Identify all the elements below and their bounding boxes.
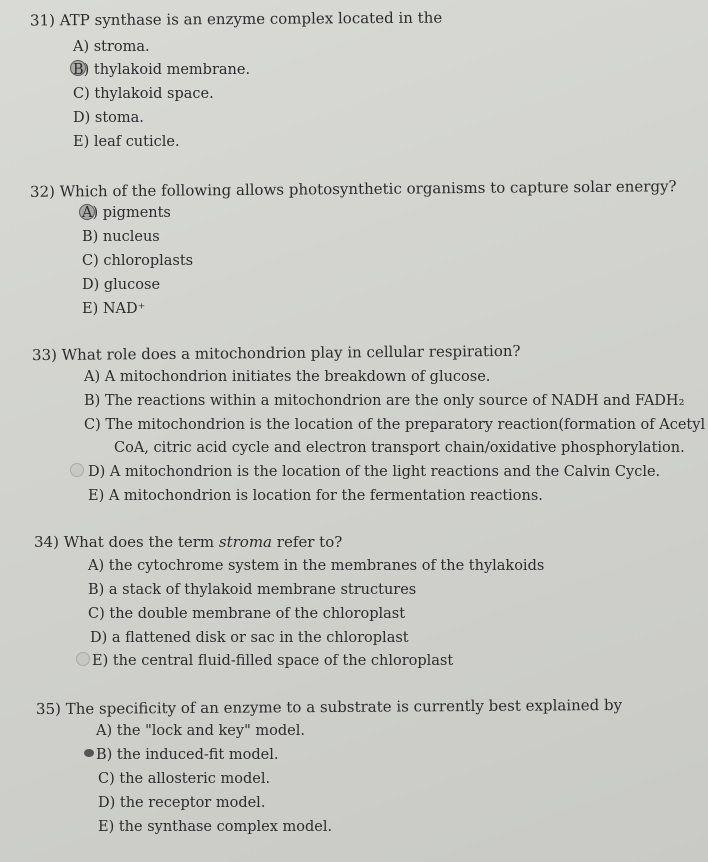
option-32-a: A) pigments: [82, 205, 171, 221]
answer-mark: [70, 463, 84, 477]
option-32-e: E) NAD⁺: [82, 301, 146, 317]
question-31-stem: 31) ATP synthase is an enzyme complex located in the: [29, 8, 443, 30]
option-32-d: D) glucose: [82, 277, 161, 293]
answer-mark: [84, 749, 94, 757]
question-32-stem: 32) Which of the following allows photosynthetic organisms to capture solar energy?: [29, 177, 677, 201]
answer-mark: [76, 652, 90, 666]
option-33-a: A) A mitochondrion initiates the breakdown of glucose.: [84, 369, 491, 385]
option-31-a: A) stroma.: [73, 39, 150, 55]
option-31-b: B) thylakoid membrane.: [73, 62, 251, 78]
question-34-stem-pre: 34) What does the term: [34, 533, 219, 551]
option-32-b: B) nucleus: [82, 229, 160, 245]
option-34-b: B) a stack of thylakoid membrane structures: [88, 582, 417, 598]
option-34-d: D) a flattened disk or sac in the chloroplast: [90, 630, 409, 646]
option-34-c: C) the double membrane of the chloroplast: [88, 606, 406, 622]
option-34-e: E) the central fluid-filled space of the chloroplast: [92, 653, 454, 669]
option-31-c: C) thylakoid space.: [73, 86, 214, 102]
option-35-c: C) the allosteric model.: [98, 771, 271, 787]
option-33-c: C) The mitochondrion is the location of the preparatory reaction(formation of Acetyl: [84, 417, 706, 433]
option-34-a: A) the cytochrome system in the membranes of the thylakoids: [88, 558, 545, 574]
question-34-stem-term: stroma: [218, 533, 272, 551]
option-35-a: A) the "lock and key" model.: [96, 723, 305, 739]
option-31-e: E) leaf cuticle.: [73, 134, 180, 150]
option-33-d: D) A mitochondrion is the location of the light reactions and the Calvin Cycle.: [88, 464, 661, 480]
question-35-stem: 35) The specificity of an enzyme to a substrate is currently best explained by: [35, 695, 623, 719]
option-31-d: D) stoma.: [73, 110, 144, 126]
question-34-stem: [34, 535, 342, 550]
question-34-stem-post: refer to?: [272, 533, 343, 551]
option-35-d: D) the receptor model.: [98, 795, 266, 811]
option-33-e: E) A mitochondrion is location for the fermentation reactions.: [88, 488, 543, 504]
option-35-b: B) the induced-fit model.: [96, 747, 279, 763]
question-33-stem: 33) What role does a mitochondrion play in cellular respiration?: [31, 341, 521, 365]
option-33-b: B) The reactions within a mitochondrion are the only source of NADH and FADH₂: [84, 393, 685, 409]
option-35-e: E) the synthase complex model.: [98, 819, 333, 835]
option-33-c-continued: CoA, citric acid cycle and electron transport chain/oxidative phosphorylation.: [114, 440, 685, 456]
option-32-c: C) chloroplasts: [82, 253, 194, 269]
